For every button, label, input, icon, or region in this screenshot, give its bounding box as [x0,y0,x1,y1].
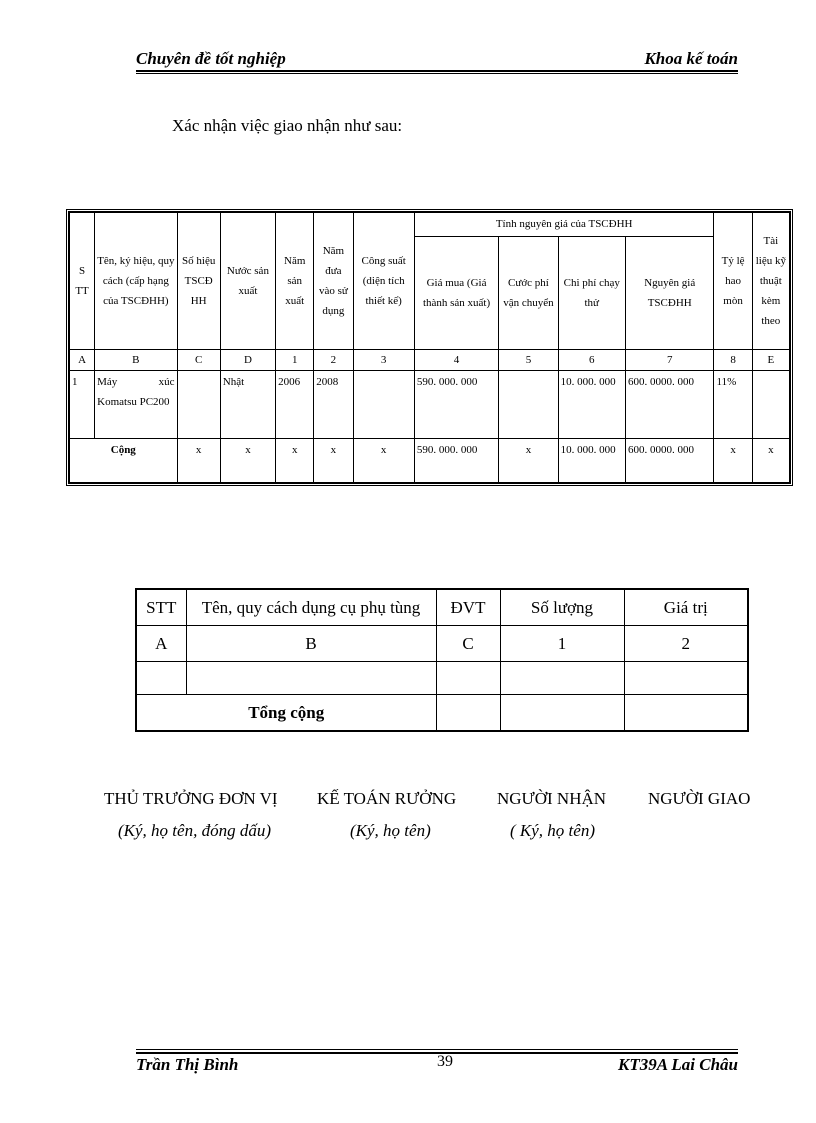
index-cell: 8 [714,350,752,371]
footer-author: Trần Thị Bình [136,1055,239,1074]
index-cell: 7 [625,350,714,371]
col-header-year-use: Năm đưa vào sử dụng [314,213,353,350]
col-header-year-made: Năm sản xuất [276,213,314,350]
tools-header-stt: STT [136,589,186,626]
tools-index-cell: 1 [500,626,624,662]
cell-depreciation: 11% [714,371,752,439]
total-depreciation: x [714,439,752,483]
total-code: x [177,439,220,483]
header-left-text: Chuyên đề tốt nghiệp [136,49,286,68]
col-header-name: Tên, ký hiệu, quy cách (cấp hạng của TSCĐHH) [95,213,177,350]
index-cell: 4 [414,350,498,371]
col-header-test-cost: Chi phí chạy thử [558,237,625,350]
tools-header-unit: ĐVT [436,589,500,626]
index-cell: 5 [499,350,558,371]
tools-total-row [136,695,748,732]
total-documents: x [752,439,789,483]
cell-code [177,371,220,439]
tools-header-value: Giá trị [624,589,748,626]
signature-title-receiver: NGƯỜI NHẬN [497,789,607,808]
asset-table [66,209,793,486]
index-cell: 6 [558,350,625,371]
total-row [70,439,790,483]
cell-test-cost: 10. 000. 000 [558,371,625,439]
header-right-text: Khoa kế toán [644,49,738,68]
cell-documents [752,371,789,439]
tools-index-cell: A [136,626,186,662]
col-header-stt: S TT [70,213,95,350]
col-header-documents: Tài liệu kỹ thuật kèm theo [752,213,789,350]
signature-title-deliverer: NGƯỜI GIAO [648,789,751,808]
col-header-capacity: Công suất (diện tích thiết kế) [353,213,414,350]
cell-year-made: 2006 [276,371,314,439]
cell-country: Nhật [220,371,275,439]
total-original-cost: 600. 0000. 000 [625,439,714,483]
header-rule [136,70,738,72]
total-year-made: x [276,439,314,483]
total-country: x [220,439,275,483]
signature-note-receiver: ( Ký, họ tên) [510,821,595,840]
tools-header-name: Tên, quy cách dụng cụ phụ tùng [186,589,436,626]
index-cell: B [95,350,177,371]
col-header-price: Giá mua (Giá thành sản xuất) [414,237,498,350]
signature-note-head: (Ký, họ tên, đóng dấu) [118,821,271,840]
tools-table [135,588,749,732]
index-cell: D [220,350,275,371]
footer-class: KT39A Lai Châu [618,1055,738,1074]
total-test-cost: 10. 000. 000 [558,439,625,483]
index-cell: A [70,350,95,371]
col-header-original-cost: Nguyên giá TSCĐHH [625,237,714,350]
total-year-use: x [314,439,353,483]
intro-text: Xác nhận việc giao nhận như sau: [172,116,403,135]
total-freight: x [499,439,558,483]
index-cell: 3 [353,350,414,371]
total-capacity: x [353,439,414,483]
col-header-depreciation: Tỷ lệ hao mòn [714,213,752,350]
total-label: Cộng [70,439,178,483]
cell-price: 590. 000. 000 [414,371,498,439]
cell-stt: 1 [70,371,95,439]
col-header-country: Nước sản xuất [220,213,275,350]
index-cell: C [177,350,220,371]
signature-title-accountant: KẾ TOÁN RƯỞNG [317,789,457,808]
signature-title-head: THỦ TRƯỞNG ĐƠN VỊ [104,789,278,808]
tools-index-cell: B [186,626,436,662]
signature-note-accountant: (Ký, họ tên) [350,821,431,840]
cell-freight [499,371,558,439]
cell-name: Máy xúc Komatsu PC200 [95,371,177,439]
page-number: 39 [437,1053,453,1070]
tools-empty-row [136,662,748,695]
tools-index-cell: C [436,626,500,662]
cell-original-cost: 600. 0000. 000 [625,371,714,439]
tools-index-row [136,626,748,662]
footer-rule-thin [136,1049,738,1050]
index-row [70,350,790,371]
col-header-freight: Cước phí vận chuyển [499,237,558,350]
index-cell: 2 [314,350,353,371]
index-cell: E [752,350,789,371]
col-header-code: Số hiệu TSCĐ HH [177,213,220,350]
tools-total-label: Tổng cộng [136,695,436,732]
index-cell: 1 [276,350,314,371]
cell-year-use: 2008 [314,371,353,439]
total-price: 590. 000. 000 [414,439,498,483]
tools-index-cell: 2 [624,626,748,662]
group-header-original-cost: Tính nguyên giá của TSCĐHH [414,213,714,237]
table-row [70,371,790,439]
tools-header-quantity: Số lượng [500,589,624,626]
cell-capacity [353,371,414,439]
header-rule-thin [136,73,738,74]
